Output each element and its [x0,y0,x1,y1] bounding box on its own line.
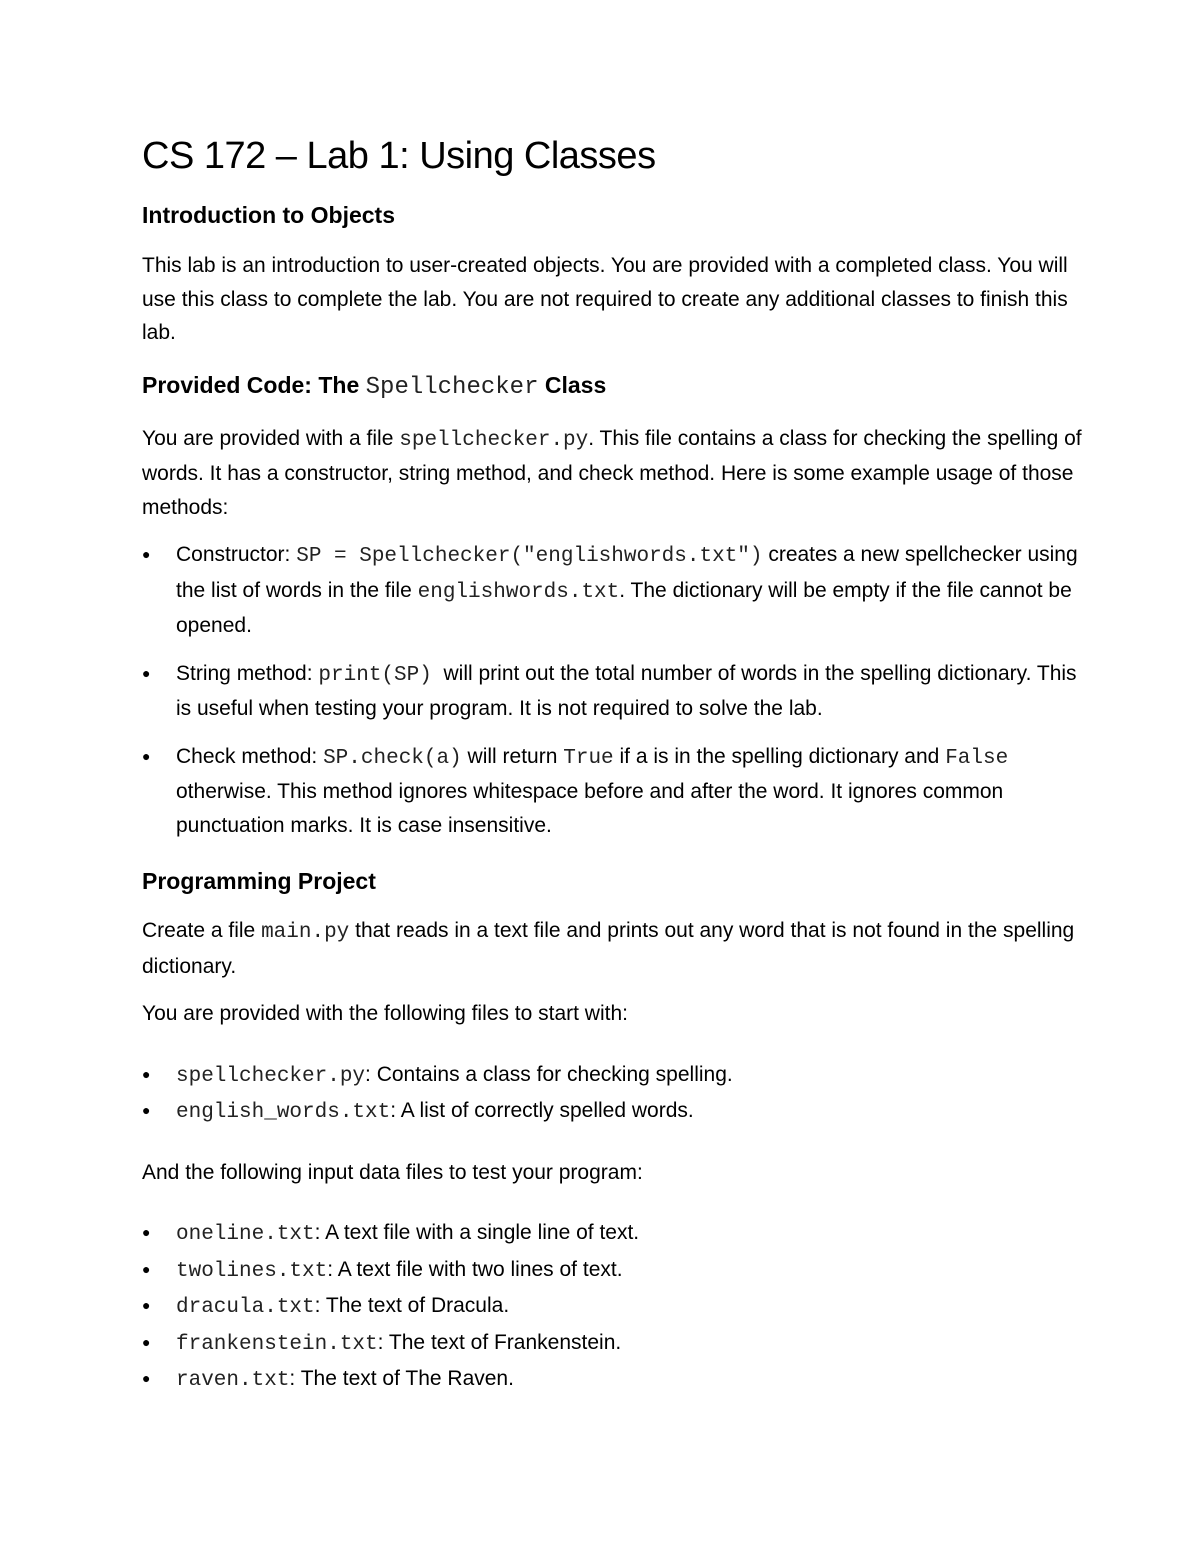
list-item [142,1362,1082,1398]
project-heading: Programming Project [142,868,376,894]
check-method-text-a: will return [461,744,564,768]
string-method-code: print(SP) [318,663,432,687]
list-item [142,1058,1082,1094]
provided-heading-suffix: Class [538,371,607,398]
constructor-filename: englishwords.txt [417,580,620,604]
start-files-list [142,1058,1082,1130]
list-item [142,1216,1082,1252]
provided-code-filename: spellchecker.py [399,428,589,452]
list-item [142,1253,1082,1289]
check-method-text-c: otherwise. This method ignores whitespace before and after the word. It ignores common punctuation marks. It is case insensitive. [176,780,1004,837]
provided-code-heading [142,368,1082,405]
list-item-check-method [142,740,1082,843]
project-text-b: that reads in a text file and prints out any word that is not found in the spelling dictionary. [142,919,1075,978]
test-files-intro: And the following input data files to test your program: [142,1160,643,1184]
document-page [142,128,1082,1398]
file-description: : A list of correctly spelled words. [390,1099,694,1122]
file-name: dracula.txt [176,1296,315,1319]
provided-heading-code: Spellchecker [365,373,539,401]
constructor-text-end: . The dictionary will be empty if the file cannot be opened. [176,578,1072,637]
methods-list [142,538,1082,842]
bullet-icon: ● [142,1297,151,1313]
file-name: oneline.txt [176,1223,315,1246]
file-name: spellchecker.py [176,1064,366,1088]
provided-heading-prefix: Provided Code: The [142,371,366,398]
file-name: english_words.txt [176,1101,391,1124]
check-true-code: True [563,746,614,770]
file-description: : Contains a class for checking spelling. [365,1062,733,1086]
list-item-constructor [142,538,1082,643]
constructor-text: creates a new spellchecker using the list of words in the file [176,543,1078,602]
intro-heading: Introduction to Objects [142,202,395,228]
check-method-code: SP.check(a) [323,746,462,770]
page-title: CS 172 – Lab 1: Using Classes [142,135,656,177]
string-method-text: will print out the total number of words in the spelling dictionary. This is useful when testing your program. It is not required to solve the lab. [176,661,1083,720]
file-name: twolines.txt [176,1259,328,1283]
start-files-intro: You are provided with the following files to start with: [142,1002,628,1025]
string-method-label: String method: [176,661,319,685]
bullet-icon: ● [142,1333,151,1350]
list-item [142,1094,1082,1130]
file-description: : The text of Dracula. [314,1294,510,1317]
bullet-icon: ● [142,1102,151,1118]
file-description: : A text file with two lines of text. [327,1257,623,1281]
provided-text-b: . This file contains a class for checking the spelling of words. It has a constructor, string method, and check method. Here is some example usage of those methods: [142,426,1082,519]
bullet-icon: ● [142,546,151,562]
project-paragraph [142,914,1082,983]
constructor-code: SP = Spellchecker("englishwords.txt") [296,545,763,568]
check-method-text-b: if a is in the spelling dictionary and [613,744,946,768]
project-main-file: main.py [261,921,350,944]
bullet-icon: ● [142,1224,151,1240]
check-false-code: False [945,746,1009,770]
provided-paragraph [142,422,1082,525]
bullet-icon: ● [142,1370,151,1386]
list-item [142,1289,1082,1325]
project-text-a: Create a file [142,919,262,942]
bullet-icon: ● [142,747,151,764]
bullet-icon: ● [142,664,151,681]
provided-text-a: You are provided with a file [142,426,400,450]
constructor-label: Constructor: [176,543,297,566]
file-description: : A text file with a single line of text. [314,1221,640,1244]
file-description: : The text of The Raven. [289,1367,514,1390]
list-item [142,1326,1082,1362]
bullet-icon: ● [142,1065,151,1082]
file-name: frankenstein.txt [176,1332,378,1356]
bullet-icon: ● [142,1260,151,1277]
check-method-label: Check method: [176,744,324,768]
list-item-string-method [142,657,1082,726]
test-files-list [142,1216,1082,1398]
intro-paragraph: This lab is an introduction to user-created objects. You are provided with a completed class. You will use this class to complete the lab. You are not required to create any additional classes to finish this lab. [142,254,1068,344]
file-name: raven.txt [176,1369,290,1392]
file-description: : The text of Frankenstein. [377,1330,622,1354]
